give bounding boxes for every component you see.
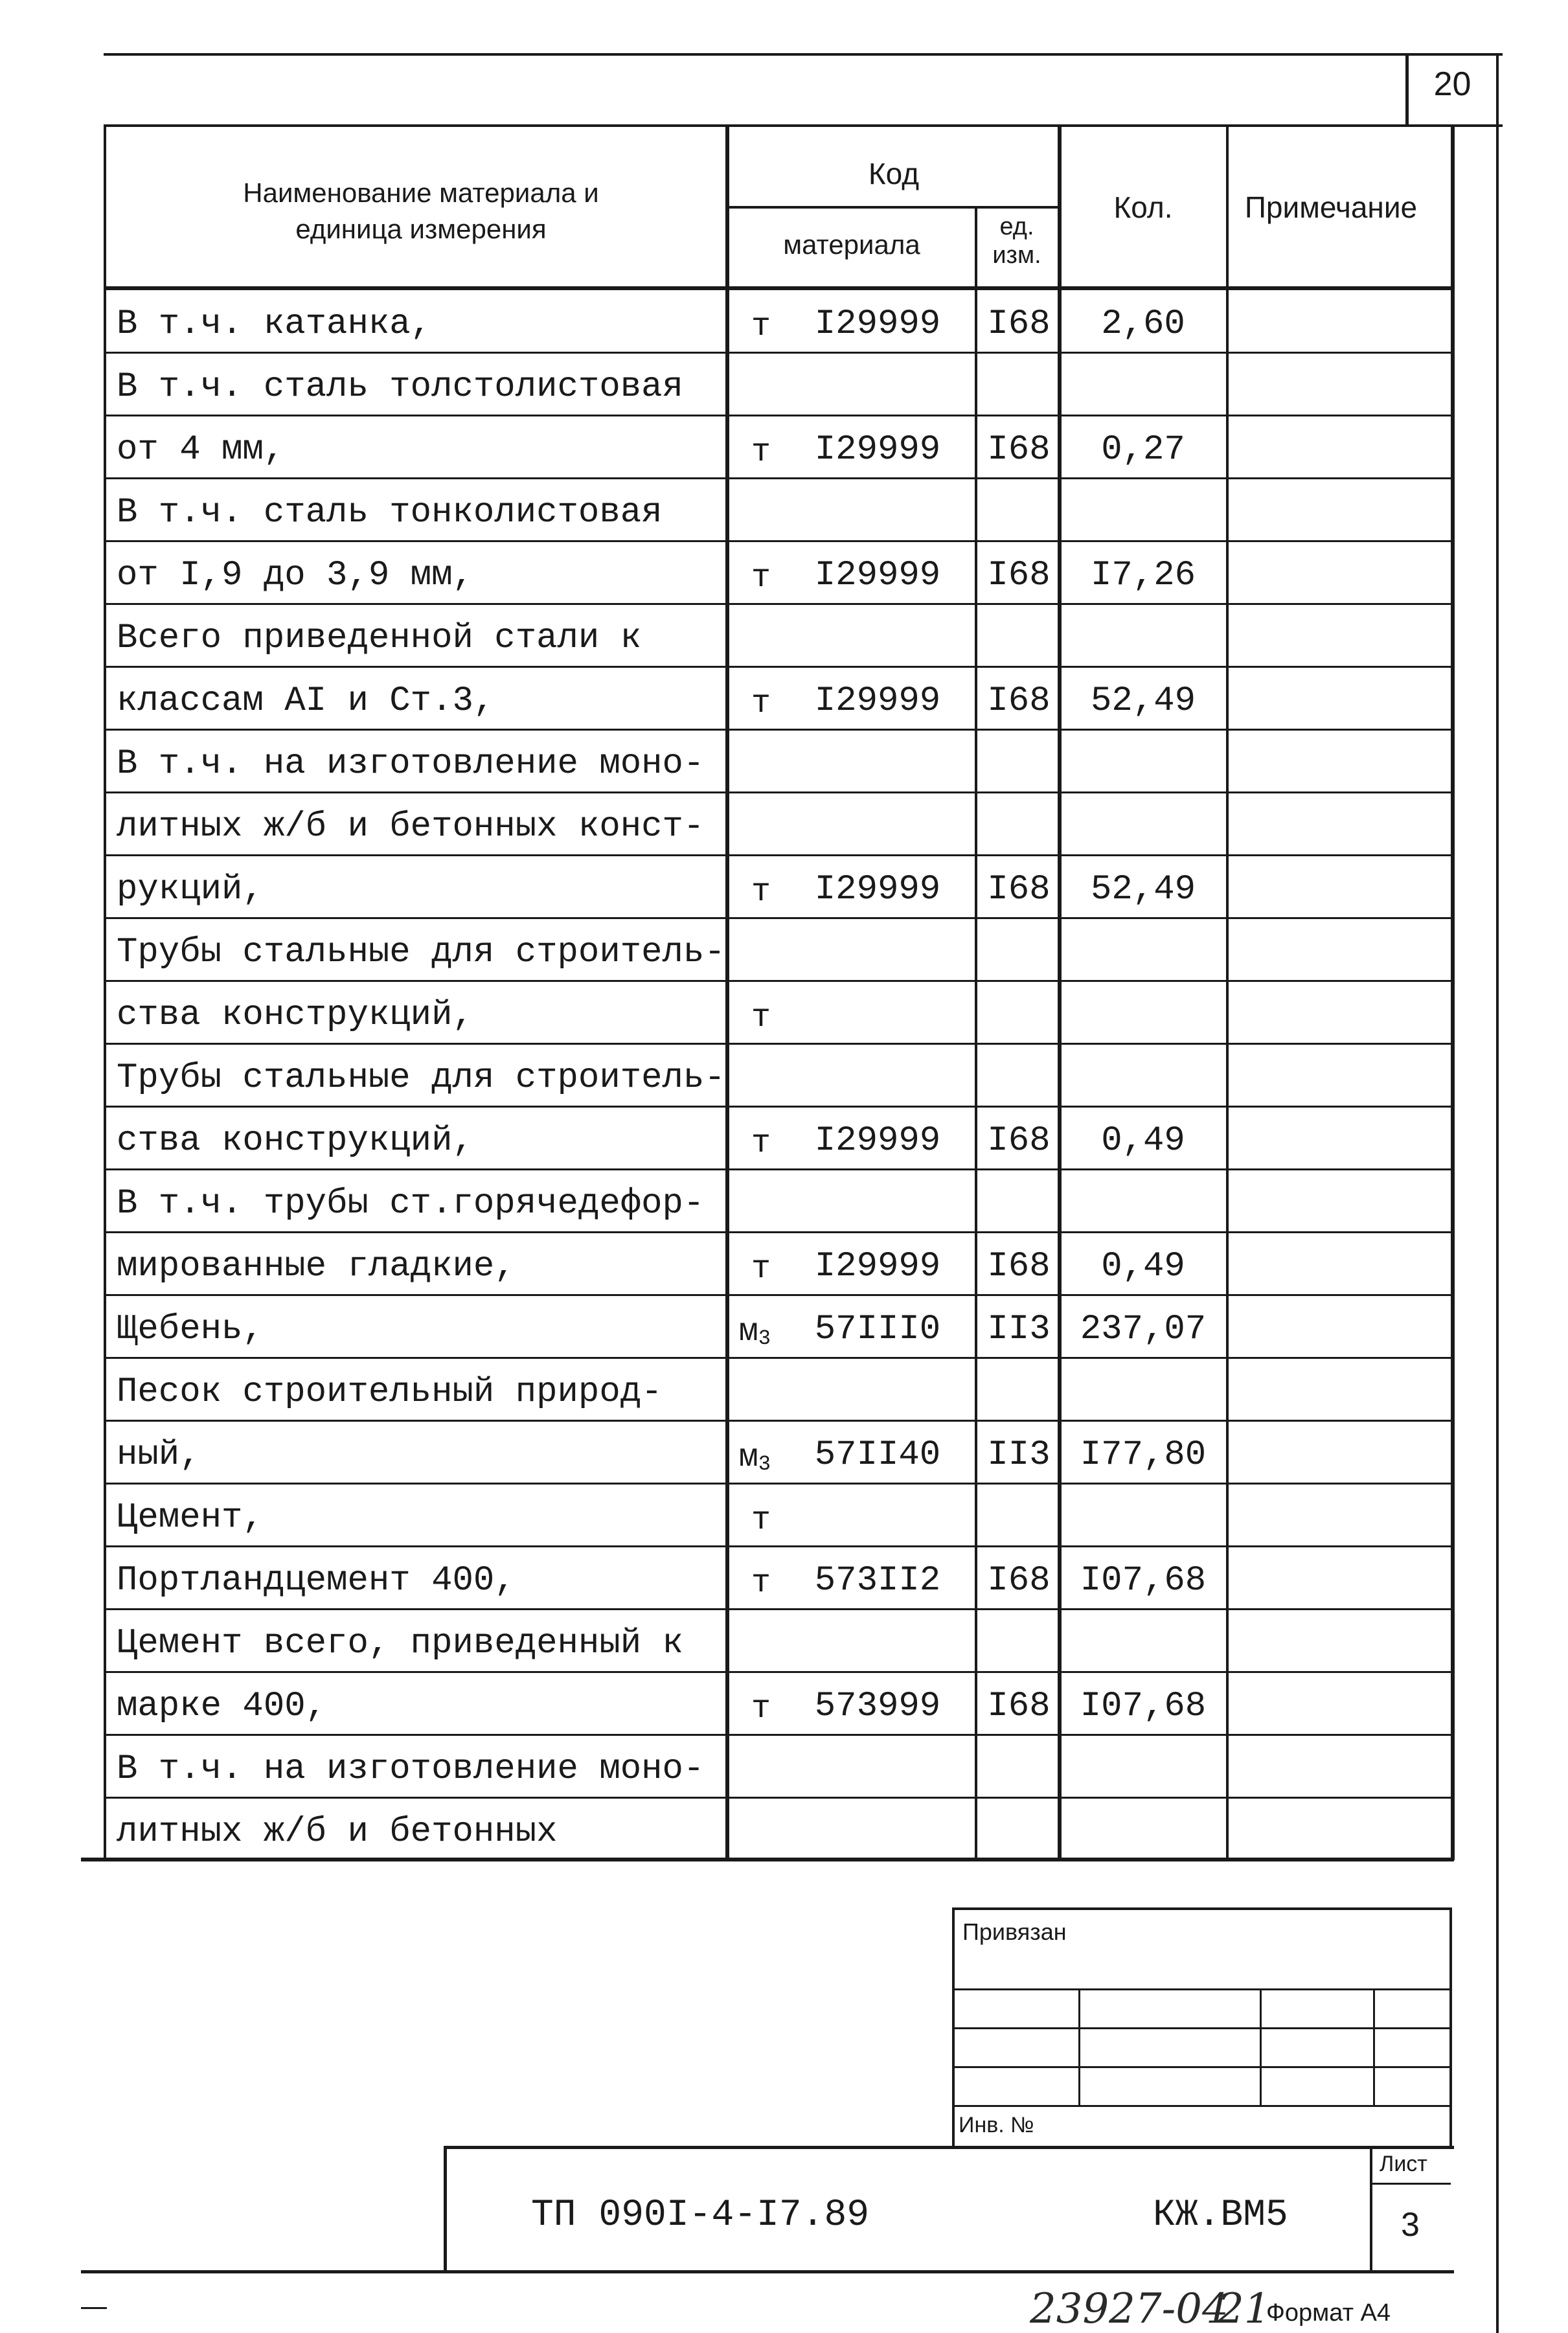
unit-text: м [738,1439,758,1476]
material-name: ства конструкций, [117,996,473,1035]
stamp-top [952,1907,1451,1910]
material-code: I29999 [814,430,941,470]
unit [641,1672,771,1735]
unit [641,1798,771,1861]
unit-text: т [751,1690,771,1727]
header-note: Примечание [1244,190,1418,224]
material-name: Портландцемент 400, [117,1561,516,1600]
unit-code [977,918,1061,981]
table-row [84,1484,1451,1547]
unit-superscript: 3 [758,1452,771,1476]
unit-text: т [751,1125,771,1162]
unit-text: т [751,1502,771,1539]
unit-text: т [751,560,771,597]
material-name: В т.ч. сталь толстолистовая [117,367,683,407]
stamp-vline-2 [1260,1988,1262,2105]
quantity [1062,1044,1224,1107]
material-code [764,981,991,1044]
unit-text: т [751,1251,771,1288]
unit-code: I68 [987,870,1051,909]
unit-code: I68 [987,1687,1051,1726]
table-bottom [81,1858,1454,1861]
header-code-group: Код [868,157,920,190]
unit [641,1358,771,1421]
handwritten-page: 21 [1218,2285,1271,2333]
table-row [84,1610,1451,1672]
material-code [764,1484,991,1547]
material-code [764,479,991,541]
material-code: I29999 [814,304,941,344]
top-border-lower [104,124,1503,127]
table-row [84,541,1451,604]
material-code: I29999 [814,681,941,721]
sheet-number: 3 [1401,2206,1420,2244]
material-code [764,730,991,793]
material-name: В т.ч. трубы ст.горячедефор- [117,1184,705,1223]
material-name: Трубы стальные для строитель- [117,1058,725,1098]
material-name: мированные гладкие, [117,1247,516,1286]
unit-code: I68 [987,556,1051,595]
header-code-unit: ед. изм. [992,213,1041,269]
quantity: 0,49 [1101,1121,1185,1161]
material-code: 57III0 [814,1310,941,1349]
quantity [1062,1358,1224,1421]
quantity [1062,918,1224,981]
quantity [1062,1170,1224,1233]
inv-label: Инв. № [959,2113,1034,2137]
table-row [84,1295,1451,1358]
handwritten-number: 23927-04 [1030,2285,1229,2333]
quantity: I07,68 [1080,1561,1207,1600]
material-name: марке 400, [117,1687,327,1726]
header-left [104,124,106,288]
format-label: Формат А4 [1266,2299,1391,2327]
unit [641,416,771,479]
unit-text: т [751,434,771,471]
material-code: 573II2 [814,1561,941,1600]
stamp-vline-3 [1373,1988,1375,2105]
material-name: литных ж/б и бетонных [117,1812,558,1852]
doc-mark: КЖ.ВМ5 [1153,2194,1288,2236]
unit [641,1044,771,1107]
material-code: I29999 [814,556,941,595]
material-code [764,353,991,416]
unit [641,667,771,730]
material-code [764,1170,991,1233]
quantity [1062,730,1224,793]
quantity: 52,49 [1090,681,1196,721]
table-row [84,1672,1451,1735]
material-code [764,793,991,856]
footer-mark [81,2307,107,2309]
unit-code [977,1484,1061,1547]
material-code [764,1735,991,1798]
quantity: 0,49 [1101,1247,1185,1286]
top-border [104,53,1503,56]
quantity [1062,353,1224,416]
material-name: В т.ч. сталь тонколистовая [117,493,663,532]
unit-code [977,479,1061,541]
unit [641,1610,771,1672]
quantity [1062,981,1224,1044]
unit-code [977,604,1061,667]
material-name: рукций, [117,870,264,909]
material-code: I29999 [814,1247,941,1286]
material-name: литных ж/б и бетонных конст- [117,807,705,847]
unit-code [977,981,1061,1044]
unit [641,1735,771,1798]
header-code-divider [729,206,1059,209]
unit-code: I68 [987,430,1051,470]
unit [641,541,771,604]
stamp-line-3 [952,2066,1451,2068]
table-row [84,290,1451,353]
stamp-line-4 [952,2105,1451,2107]
table-row [84,1044,1451,1107]
header-quantity: Кол. [1113,190,1173,224]
col-line-note [1451,124,1455,1860]
unit-code: II3 [987,1435,1051,1475]
material-code: I29999 [814,870,941,909]
doc-code: ТП 090I-4-I7.89 [531,2194,870,2236]
material-code [764,918,991,981]
unit [641,479,771,541]
unit-code [977,353,1061,416]
title-block-sheet-divider [1370,2146,1372,2273]
unit [641,1170,771,1233]
stamp-line-1 [952,1988,1451,1990]
title-block-top [444,2146,1454,2149]
sheet-label-divider [1370,2183,1451,2185]
unit [641,1484,771,1547]
unit-code: II3 [987,1310,1051,1349]
quantity: 0,27 [1101,430,1185,470]
table-row [84,1358,1451,1421]
material-code [764,1044,991,1107]
frame-right [1496,53,1499,2333]
unit-code: I68 [987,304,1051,344]
quantity [1062,1798,1224,1861]
unit-code [977,1044,1061,1107]
unit-text: т [751,308,771,345]
unit [641,856,771,918]
material-name: В т.ч. на изготовление моно- [117,744,705,784]
material-name: Цемент, [117,1498,264,1538]
unit-code: I68 [987,1561,1051,1600]
material-name: ный, [117,1435,201,1475]
table-row [84,918,1451,981]
unit-code [977,1170,1061,1233]
material-name: от 4 мм, [117,430,285,470]
unit [641,918,771,981]
unit-code: I68 [987,1247,1051,1286]
unit-text: м [738,1314,758,1350]
material-name: ства конструкций, [117,1121,473,1161]
stamp-vline-1 [1078,1988,1080,2105]
bound-label: Привязан [962,1918,1067,1945]
header-code-material: материала [783,229,920,260]
quantity [1062,604,1224,667]
unit-code [977,1798,1061,1861]
table-row [84,1170,1451,1233]
header-name-col: Наименование материала и единица измерения [243,177,599,244]
table-row [84,856,1451,918]
table-row [84,730,1451,793]
stamp-line-2 [952,2027,1451,2029]
table-row [84,1547,1451,1610]
quantity: 2,60 [1101,304,1185,344]
unit [641,1547,771,1610]
table-row [84,667,1451,730]
material-name: Всего приведенной стали к [117,619,642,658]
table-row [84,353,1451,416]
quantity [1062,479,1224,541]
material-code: 573999 [814,1687,941,1726]
table-row [84,981,1451,1044]
quantity: 52,49 [1090,870,1196,909]
table-row [84,1233,1451,1295]
quantity [1062,1484,1224,1547]
material-name: В т.ч. на изготовление моно- [117,1749,705,1789]
unit [641,981,771,1044]
quantity [1062,793,1224,856]
quantity: I07,68 [1080,1687,1207,1726]
unit [641,1421,771,1484]
unit-text: т [751,1565,771,1602]
table-row [84,793,1451,856]
unit-code [977,1735,1061,1798]
material-code [764,1358,991,1421]
quantity: I77,80 [1080,1435,1207,1475]
unit [641,1295,771,1358]
table-row [84,479,1451,541]
unit-code: I68 [987,681,1051,721]
unit [641,1233,771,1295]
unit-text: т [751,999,771,1036]
unit-code [977,1358,1061,1421]
table-row [84,1421,1451,1484]
table-row [84,1798,1451,1861]
unit [641,290,771,353]
unit-code [977,730,1061,793]
unit [641,793,771,856]
table-row [84,416,1451,479]
sheet-label: Лист [1380,2152,1427,2176]
table-row [84,1107,1451,1170]
unit [641,730,771,793]
material-name: от I,9 до 3,9 мм, [117,556,473,595]
material-name: В т.ч. катанка, [117,304,432,344]
material-name: классам АI и Ст.3, [117,681,495,721]
material-code [764,604,991,667]
material-name: Трубы стальные для строитель- [117,933,725,972]
unit [641,1107,771,1170]
title-block-bottom [81,2270,1454,2273]
table-row [84,604,1451,667]
page-number: 20 [1433,65,1471,103]
material-name: Щебень, [117,1310,264,1349]
quantity: 237,07 [1080,1310,1207,1349]
quantity [1062,1610,1224,1672]
table-row [84,1735,1451,1798]
quantity [1062,1735,1224,1798]
material-code: 57II40 [814,1435,941,1475]
unit-superscript: 3 [758,1326,771,1350]
material-name: Песок строительный природ- [117,1372,663,1412]
unit-code [977,1610,1061,1672]
unit-code: I68 [987,1121,1051,1161]
material-code [764,1798,991,1861]
quantity: I7,26 [1090,556,1196,595]
unit [641,353,771,416]
material-name: Цемент всего, приведенный к [117,1624,683,1663]
unit-code [977,793,1061,856]
unit-text: т [751,685,771,722]
unit-text: т [751,874,771,911]
title-block-left [444,2146,447,2273]
material-code [764,1610,991,1672]
unit [641,604,771,667]
material-code: I29999 [814,1121,941,1161]
